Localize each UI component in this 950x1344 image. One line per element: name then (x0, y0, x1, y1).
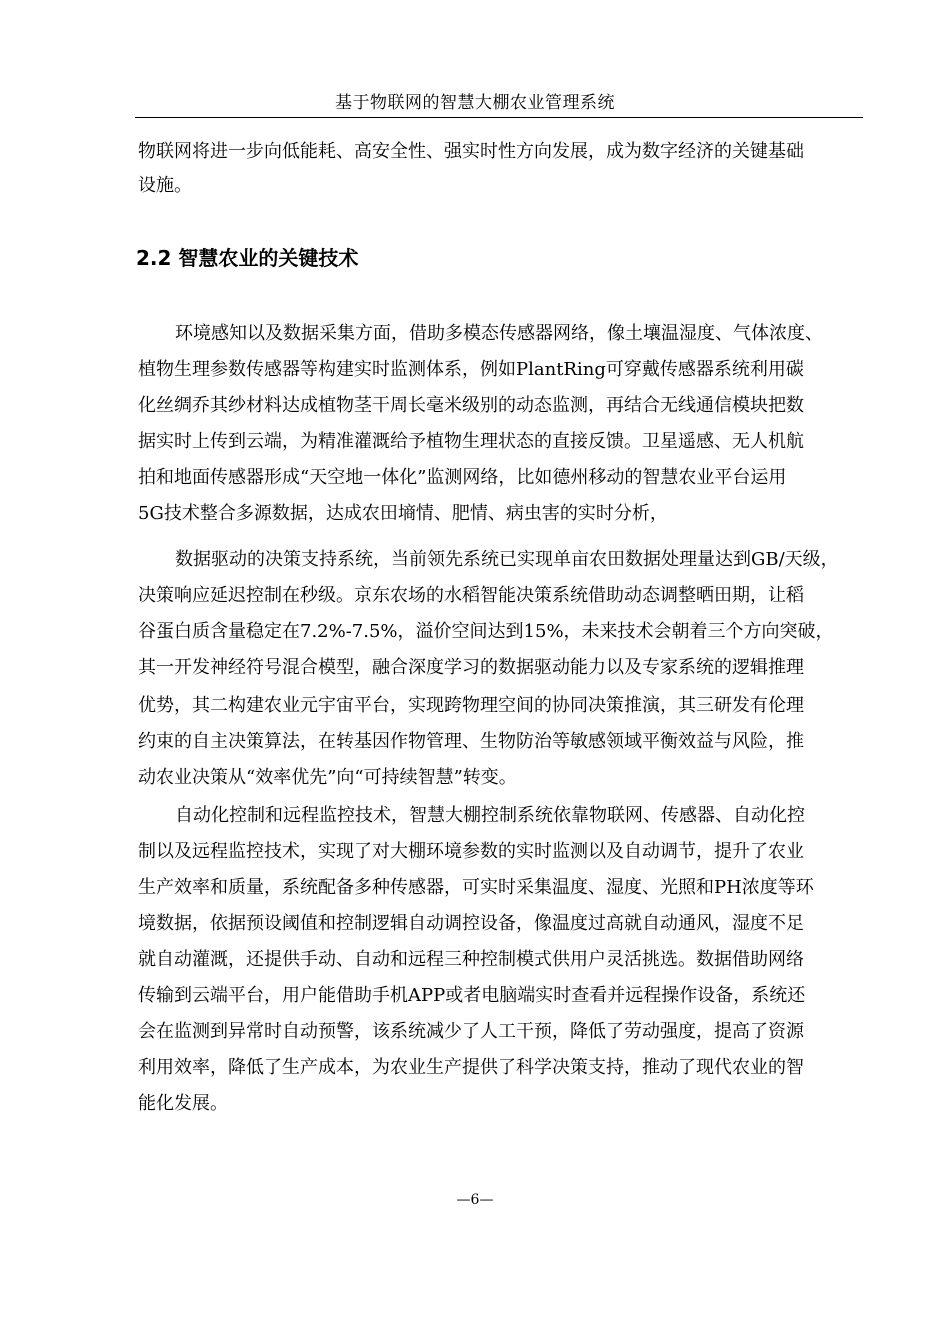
text-line: 化丝绸乔其纱材料达成植物茎干周长毫米级别的动态监测，再结合无线通信模块把数 (138, 395, 804, 416)
text-line: 能化发展。 (138, 1093, 228, 1114)
text-line: 环境感知以及数据采集方面，借助多模态传感器网络，像土壤温湿度、气体浓度、 (175, 323, 823, 344)
text-line: 生产效率和质量，系统配备多种传感器，可实时采集温度、湿度、光照和PH浓度等环 (138, 877, 814, 898)
page-number: —6— (456, 1192, 494, 1208)
text-line: 拍和地面传感器形成“天空地一体化”监测网络，比如德州移动的智慧农业平台运用 (138, 467, 787, 488)
text-line: 制以及远程监控技术，实现了对大棚环境参数的实时监测以及自动调节，提升了农业 (138, 841, 804, 862)
text-line: 据实时上传到云端，为精准灌溉给予植物生理状态的直接反馈。卫星遥感、无人机航 (138, 431, 804, 452)
text-line: 其一开发神经符号混合模型，融合深度学习的数据驱动能力以及专家系统的逻辑推理 (138, 657, 804, 678)
text-line: 利用效率，降低了生产成本，为农业生产提供了科学决策支持，推动了现代农业的智 (138, 1057, 804, 1078)
text-line: 决策响应延迟控制在秒级。京东农场的水稻智能决策系统借助动态调整晒田期，让稻 (138, 585, 804, 606)
text-line: 植物生理参数传感器等构建实时监测体系，例如PlantRing可穿戴传感器系统利用碳 (138, 359, 804, 380)
header-title: 基于物联网的智慧大棚农业管理系统 (335, 93, 615, 113)
text-line: 数据驱动的决策支持系统，当前领先系统已实现单亩农田数据处理量达到GB/天级， (175, 549, 839, 570)
text-line: 谷蛋白质含量稳定在7.2%-7.5%，溢价空间达到15%，未来技术会朝着三个方向突破， (138, 621, 834, 642)
text-line: 优势，其二构建农业元宇宙平台，实现跨物理空间的协同决策推演，其三研发有伦理 (138, 695, 804, 716)
text-line: 会在监测到异常时自动预警，该系统减少了人工干预，降低了劳动强度，提高了资源 (138, 1021, 804, 1042)
text-line: 5G技术整合多源数据，达成农田墒情、肥情、病虫害的实时分析， (138, 503, 668, 524)
text-line: 约束的自主决策算法，在转基因作物管理、生物防治等敏感领域平衡效益与风险，推 (138, 731, 804, 752)
text-line: 就自动灌溉，还提供手动、自动和远程三种控制模式供用户灵活挑选。数据借助网络 (138, 949, 804, 970)
text-line: 自动化控制和远程监控技术，智慧大棚控制系统依靠物联网、传感器、自动化控 (175, 805, 805, 826)
text-line: 物联网将进一步向低能耗、高安全性、强实时性方向发展，成为数字经济的关键基础 (138, 141, 804, 162)
text-line: 设施。 (138, 175, 192, 196)
text-line: 传输到云端平台，用户能借助手机APP或者电脑端实时查看并远程操作设备，系统还 (138, 985, 806, 1006)
header-divider (135, 117, 863, 118)
section-heading: 2.2 智慧农业的关键技术 (136, 246, 359, 270)
text-line: 境数据，依据预设阈值和控制逻辑自动调控设备，像温度过高就自动通风，湿度不足 (138, 913, 804, 934)
text-line: 动农业决策从“效率优先”向“可持续智慧”转变。 (138, 767, 517, 788)
